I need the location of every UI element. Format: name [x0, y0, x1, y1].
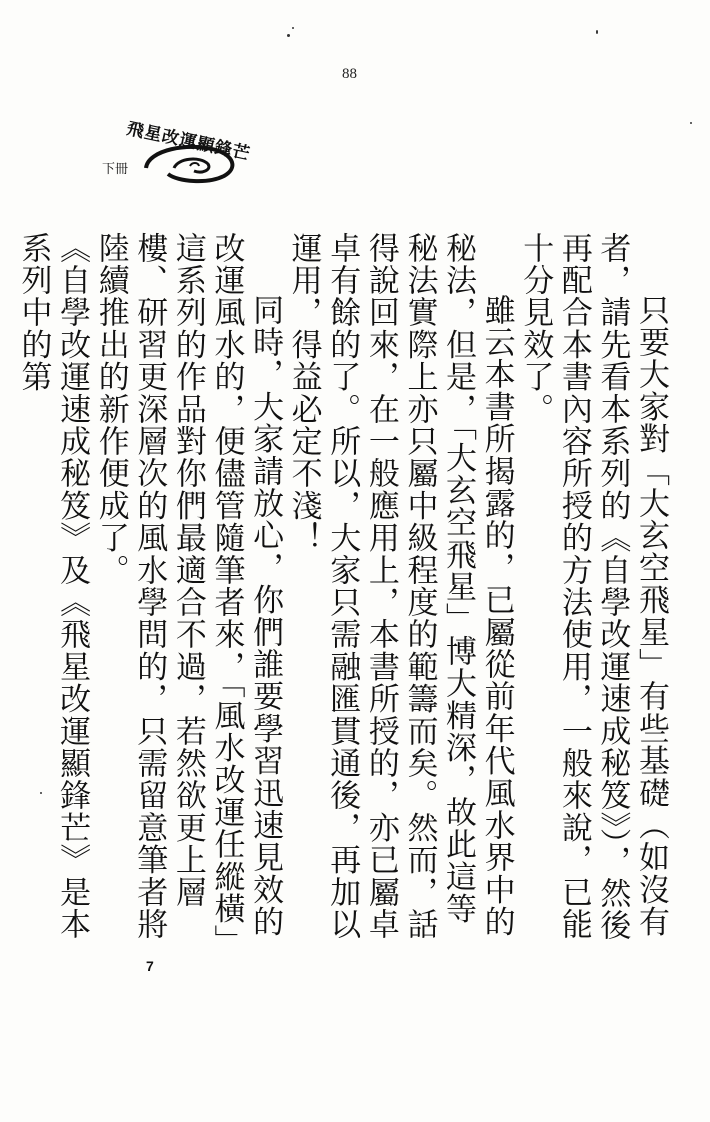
swirl-logo-icon — [138, 138, 248, 186]
volume-label: 下冊 — [102, 162, 129, 177]
scan-speck — [596, 30, 598, 34]
scan-speck — [690, 122, 692, 124]
series-title: 飛星改運顯鋒芒 — [124, 118, 253, 165]
scan-speck — [292, 27, 294, 29]
scan-speck — [287, 34, 290, 37]
running-header — [98, 108, 273, 190]
paragraph: 只要大家對「大玄空飛星」有些基礎（如沒有者，請先看本系列的《自學改運速成秘笈》），然後再配合本書內容所授的方法使用，一般來說，已能十分見效了。 — [517, 232, 669, 942]
paragraph: 同時，大家請放心，你們誰要學習迅速見效的改運風水的，便儘管隨筆者來，「風水改運任縱橫」這系列的作品對你們最適合不過，若然欲更上層樓、研習更深層次的風水學問的，只需留意筆者將陸續推出的新作便成了。 — [92, 232, 284, 942]
page-number: 88 — [342, 66, 357, 82]
footer-number: 7 — [146, 958, 154, 974]
paragraph: 雖云本書所揭露的，已屬從前年代風水界中的秘法，但是，「大玄空飛星」博大精深，故此這等秘法實際上亦只屬中級程度的範籌而矣。然而，話得說回來，在一般應用上，本書所授的，亦已屬卓卓有餘的了。所以，大家只需融匯貫通後，再加以運用，得益必定不淺！ — [285, 232, 515, 941]
body-text — [15, 232, 670, 952]
paragraph: 《自學改運速成秘笈》及《飛星改運顯鋒芒》是本系列中的第 — [15, 232, 91, 941]
vertical-text-columns — [14, 232, 670, 952]
